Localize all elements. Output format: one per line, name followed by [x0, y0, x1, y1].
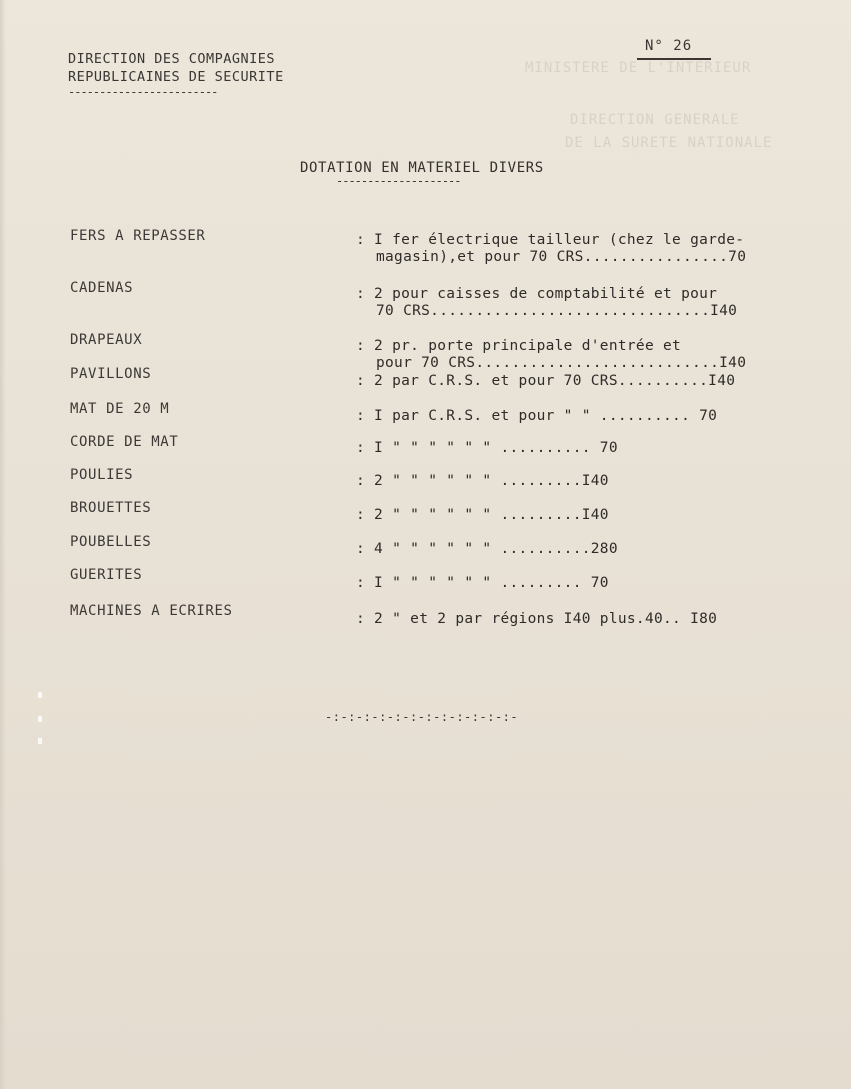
- item-description-line: : I fer électrique tailleur (chez le garde-: [356, 232, 745, 248]
- item-description-line: : 2 pr. porte principale d'entrée et: [356, 338, 682, 354]
- item-description-line: : I par C.R.S. et pour " " .......... 70: [356, 408, 718, 424]
- paper-edge: [0, 0, 6, 1089]
- item-label: GUERITES: [70, 567, 143, 583]
- item-description-line: : I " " " " " " .......... 70: [356, 440, 618, 456]
- item-label: POUBELLES: [70, 534, 152, 550]
- item-description-line: 70 CRS...............................I40: [376, 303, 738, 319]
- item-description: [356, 473, 811, 490]
- item-label: CADENAS: [70, 280, 134, 296]
- org-line-2: REPUBLICAINES DE SECURITE: [68, 69, 284, 85]
- item-label: CORDE DE MAT: [70, 434, 179, 450]
- item-label: BROUETTES: [70, 500, 152, 516]
- item-description-line: : 2 " et 2 par régions I40 plus.40.. I80: [356, 611, 718, 627]
- item-label: PAVILLONS: [70, 366, 152, 382]
- item-description: [356, 373, 811, 390]
- item-description-line: : 2 " " " " " " .........I40: [356, 473, 609, 489]
- item-description: [356, 338, 811, 372]
- closing-rule: -:-:-:-:-:-:-:-:-:-:-:-:-: [325, 710, 519, 724]
- item-label: FERS A REPASSER: [70, 228, 206, 244]
- org-underline: ------------------------: [68, 85, 218, 99]
- item-description: [356, 286, 811, 320]
- margin-mark: [38, 716, 42, 722]
- item-description: [356, 541, 811, 558]
- document-number: [645, 38, 692, 54]
- item-description-line: : 2 " " " " " " .........I40: [356, 507, 609, 523]
- ghost-letterhead-2: DIRECTION GENERALE: [570, 112, 740, 128]
- item-label: MAT DE 20 M: [70, 401, 170, 417]
- item-description-line: pour 70 CRS...........................I40: [376, 355, 747, 371]
- org-line-1: DIRECTION DES COMPAGNIES: [68, 51, 276, 67]
- item-description-line: : 2 par C.R.S. et pour 70 CRS..........I40: [356, 373, 736, 389]
- document-title-text: DOTATION EN MATERIEL DIVERS: [300, 160, 544, 176]
- margin-mark: [38, 692, 42, 698]
- document-number-underline: [637, 58, 711, 60]
- item-description-line: : I " " " " " " ......... 70: [356, 575, 609, 591]
- item-label: POULIES: [70, 467, 134, 483]
- item-description: [356, 232, 811, 266]
- item-description: [356, 507, 811, 524]
- item-description: [356, 611, 811, 628]
- issuing-organization: [68, 50, 284, 98]
- ghost-letterhead-1: MINISTERE DE L'INTERIEUR: [525, 60, 752, 76]
- item-description-line: : 4 " " " " " " ..........280: [356, 541, 618, 557]
- item-label: DRAPEAUX: [70, 332, 143, 348]
- item-description: [356, 408, 811, 425]
- document-title: [300, 160, 544, 188]
- ghost-letterhead-3: DE LA SURETE NATIONALE: [565, 135, 773, 151]
- item-description-line: : 2 pour caisses de comptabilité et pour: [356, 286, 718, 302]
- item-label: MACHINES A ECRIRES: [70, 603, 233, 619]
- item-description-line: magasin),et pour 70 CRS................70: [376, 249, 747, 265]
- item-description: [356, 575, 811, 592]
- document-number-text: N° 26: [645, 38, 693, 54]
- item-description: [356, 440, 811, 457]
- margin-mark: [38, 738, 42, 744]
- document-title-underline: --------------------: [336, 174, 461, 188]
